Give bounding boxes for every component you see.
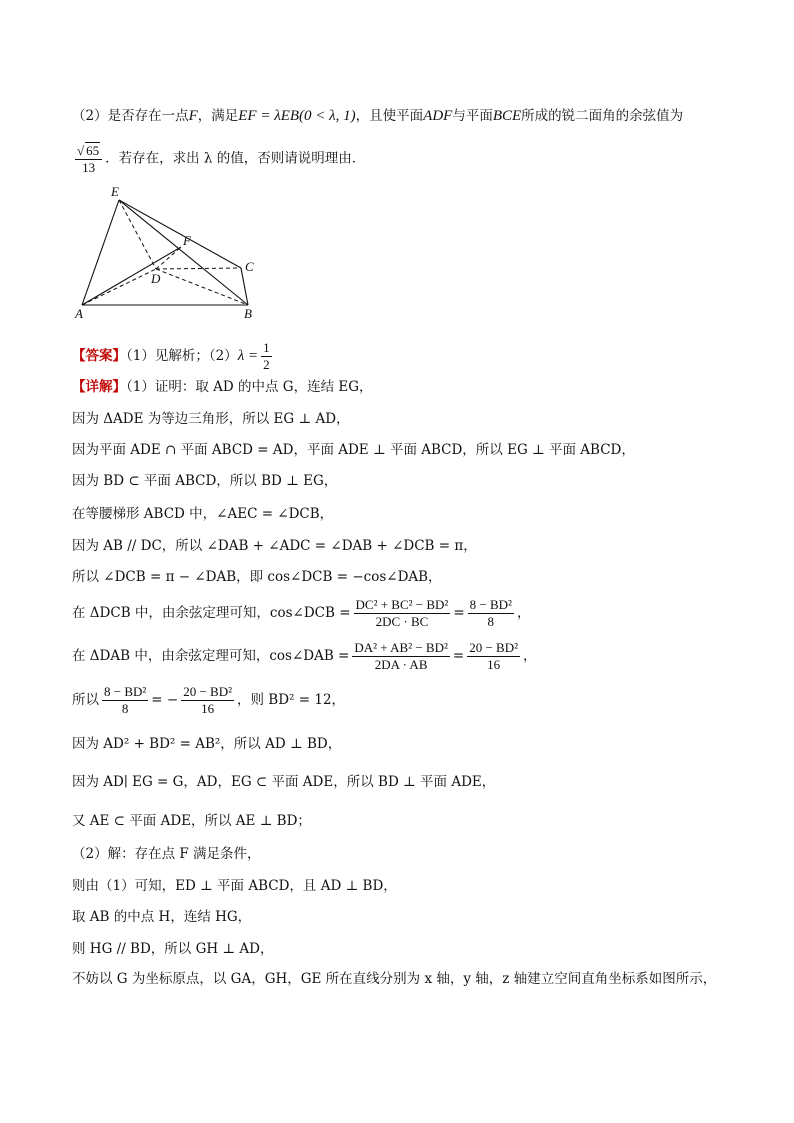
detail-line-7: 所以 ∠DCB = π − ∠DAB，即 cos∠DCB = −cos∠DAB，	[72, 569, 442, 585]
detail-line-1: 【详解】（1）证明：取 AD 的中点 G，连结 EG，	[72, 379, 373, 395]
answer-line: 【答案】（1）见解析；（2）λ = $\frac{1}{2}$	[72, 340, 270, 372]
edge-DC	[156, 268, 241, 269]
edge-AF	[82, 247, 181, 305]
edge-DB	[156, 269, 248, 305]
detail-line-15: 则由（1）可知，ED ⊥ 平面 ABCD，且 AD ⊥ BD，	[72, 878, 397, 894]
cos-value-fraction: $\frac{√ 65}{13}$	[75, 142, 102, 176]
detail-line-13: 又 AE ⊂ 平面 ADE，所以 AE ⊥ BD；	[72, 813, 311, 829]
detail-line-2: 因为 ΔADE 为等边三角形，所以 EG ⊥ AD，	[72, 411, 350, 427]
detail-line-12: 因为 AD∣ EG = G，AD，EG ⊂ 平面 ADE，所以 BD ⊥ 平面 ADE，	[72, 774, 496, 790]
equation-right-fraction: $\frac{\text{20 − BD²}}{16}$	[183, 684, 233, 716]
detail-line-3: 因为平面 ADE ∩ 平面 ABCD = AD，平面 ADE ⊥ 平面 ABCD，所以 EG ⊥ 平面 ABCD，	[72, 442, 635, 458]
detail-line-4: 因为 BD ⊂ 平面 ABCD，所以 BD ⊥ EG，	[72, 473, 338, 489]
geometry-figure	[70, 185, 270, 325]
question-2-line2: $\frac{√ 65}{13}$ ．若存在，求出 λ 的值，否则请说明理由．	[77, 143, 366, 175]
cos-dcb-fraction: $\frac{\text{DC² + BC² − BD²}}{2DC \cdot BC}$	[355, 597, 449, 629]
detail-line-9: 在 ΔDAB 中，由余弦定理可知，cos∠DAB = $\frac{\text{DA² + AB² − BD²}}{2DA \cdot AB}$ = $\frac{\text{20 − BD²}}{16}$ ，	[72, 640, 537, 672]
label-A: A	[75, 306, 83, 321]
cos-dcb-value-fraction: $\frac{\text{8 − BD²}}{8}$	[469, 597, 512, 629]
detail-line-6: 因为 AB // DC，所以 ∠DAB + ∠ADC = ∠DAB + ∠DCB = π，	[72, 538, 477, 554]
label-B: B	[244, 306, 252, 321]
label-C: C	[245, 259, 254, 274]
detail-line-18: 不妨以 G 为坐标原点，以 GA，GH，GE 所在直线分别为 x 轴，y 轴，z 轴建立空间直角坐标系如图所示，	[72, 971, 717, 987]
cos-dab-fraction: $\frac{\text{DA² + AB² − BD²}}{2DA \cdot AB}$	[354, 640, 448, 672]
edge-DF	[156, 247, 181, 269]
detail-line-5: 在等腰梯形 ABCD 中，∠AEC = ∠DCB，	[72, 506, 334, 522]
detail-line-16: 取 AB 的中点 H，连结 HG，	[72, 909, 252, 925]
answer-fraction: $\frac{1}{2}$	[263, 340, 270, 372]
answer-tag: 【答案】	[72, 348, 126, 364]
detail-line-17: 则 HG // BD，所以 GH ⊥ AD，	[72, 941, 274, 957]
detail-line-8: 在 ΔDCB 中，由余弦定理可知，cos∠DCB = $\frac{\text{DC² + BC² − BD²}}{2DC \cdot BC}$ = $\frac{\text{8 − BD²}}{8}$ ，	[72, 597, 531, 629]
question-2-line1: （2）是否存在一点F，满足EF = λEB(0 < λ, 1)，且使平面ADF与平面BCE所成的锐二面角的余弦值为	[72, 108, 684, 124]
label-F: F	[183, 233, 191, 248]
vector-condition: EF = λEB(0 < λ, 1)	[238, 108, 356, 124]
detail-line-14: （2）解：存在点 F 满足条件，	[72, 846, 261, 862]
edge-EB	[119, 200, 248, 305]
label-E: E	[111, 185, 119, 199]
detail-tag: 【详解】	[72, 379, 126, 395]
detail-line-11: 因为 AD² + BD² = AB²，所以 AD ⊥ BD，	[72, 736, 342, 752]
cos-dab-value-fraction: $\frac{\text{20 − BD²}}{16}$	[469, 640, 519, 672]
equation-left-fraction: $\frac{\text{8 − BD²}}{8}$	[104, 684, 147, 716]
detail-line-10: 所以 $\frac{\text{8 − BD²}}{8}$ = − $\frac{\text{20 − BD²}}{16}$ ，则 BD² = 12，	[72, 684, 346, 716]
label-D: D	[151, 271, 161, 286]
